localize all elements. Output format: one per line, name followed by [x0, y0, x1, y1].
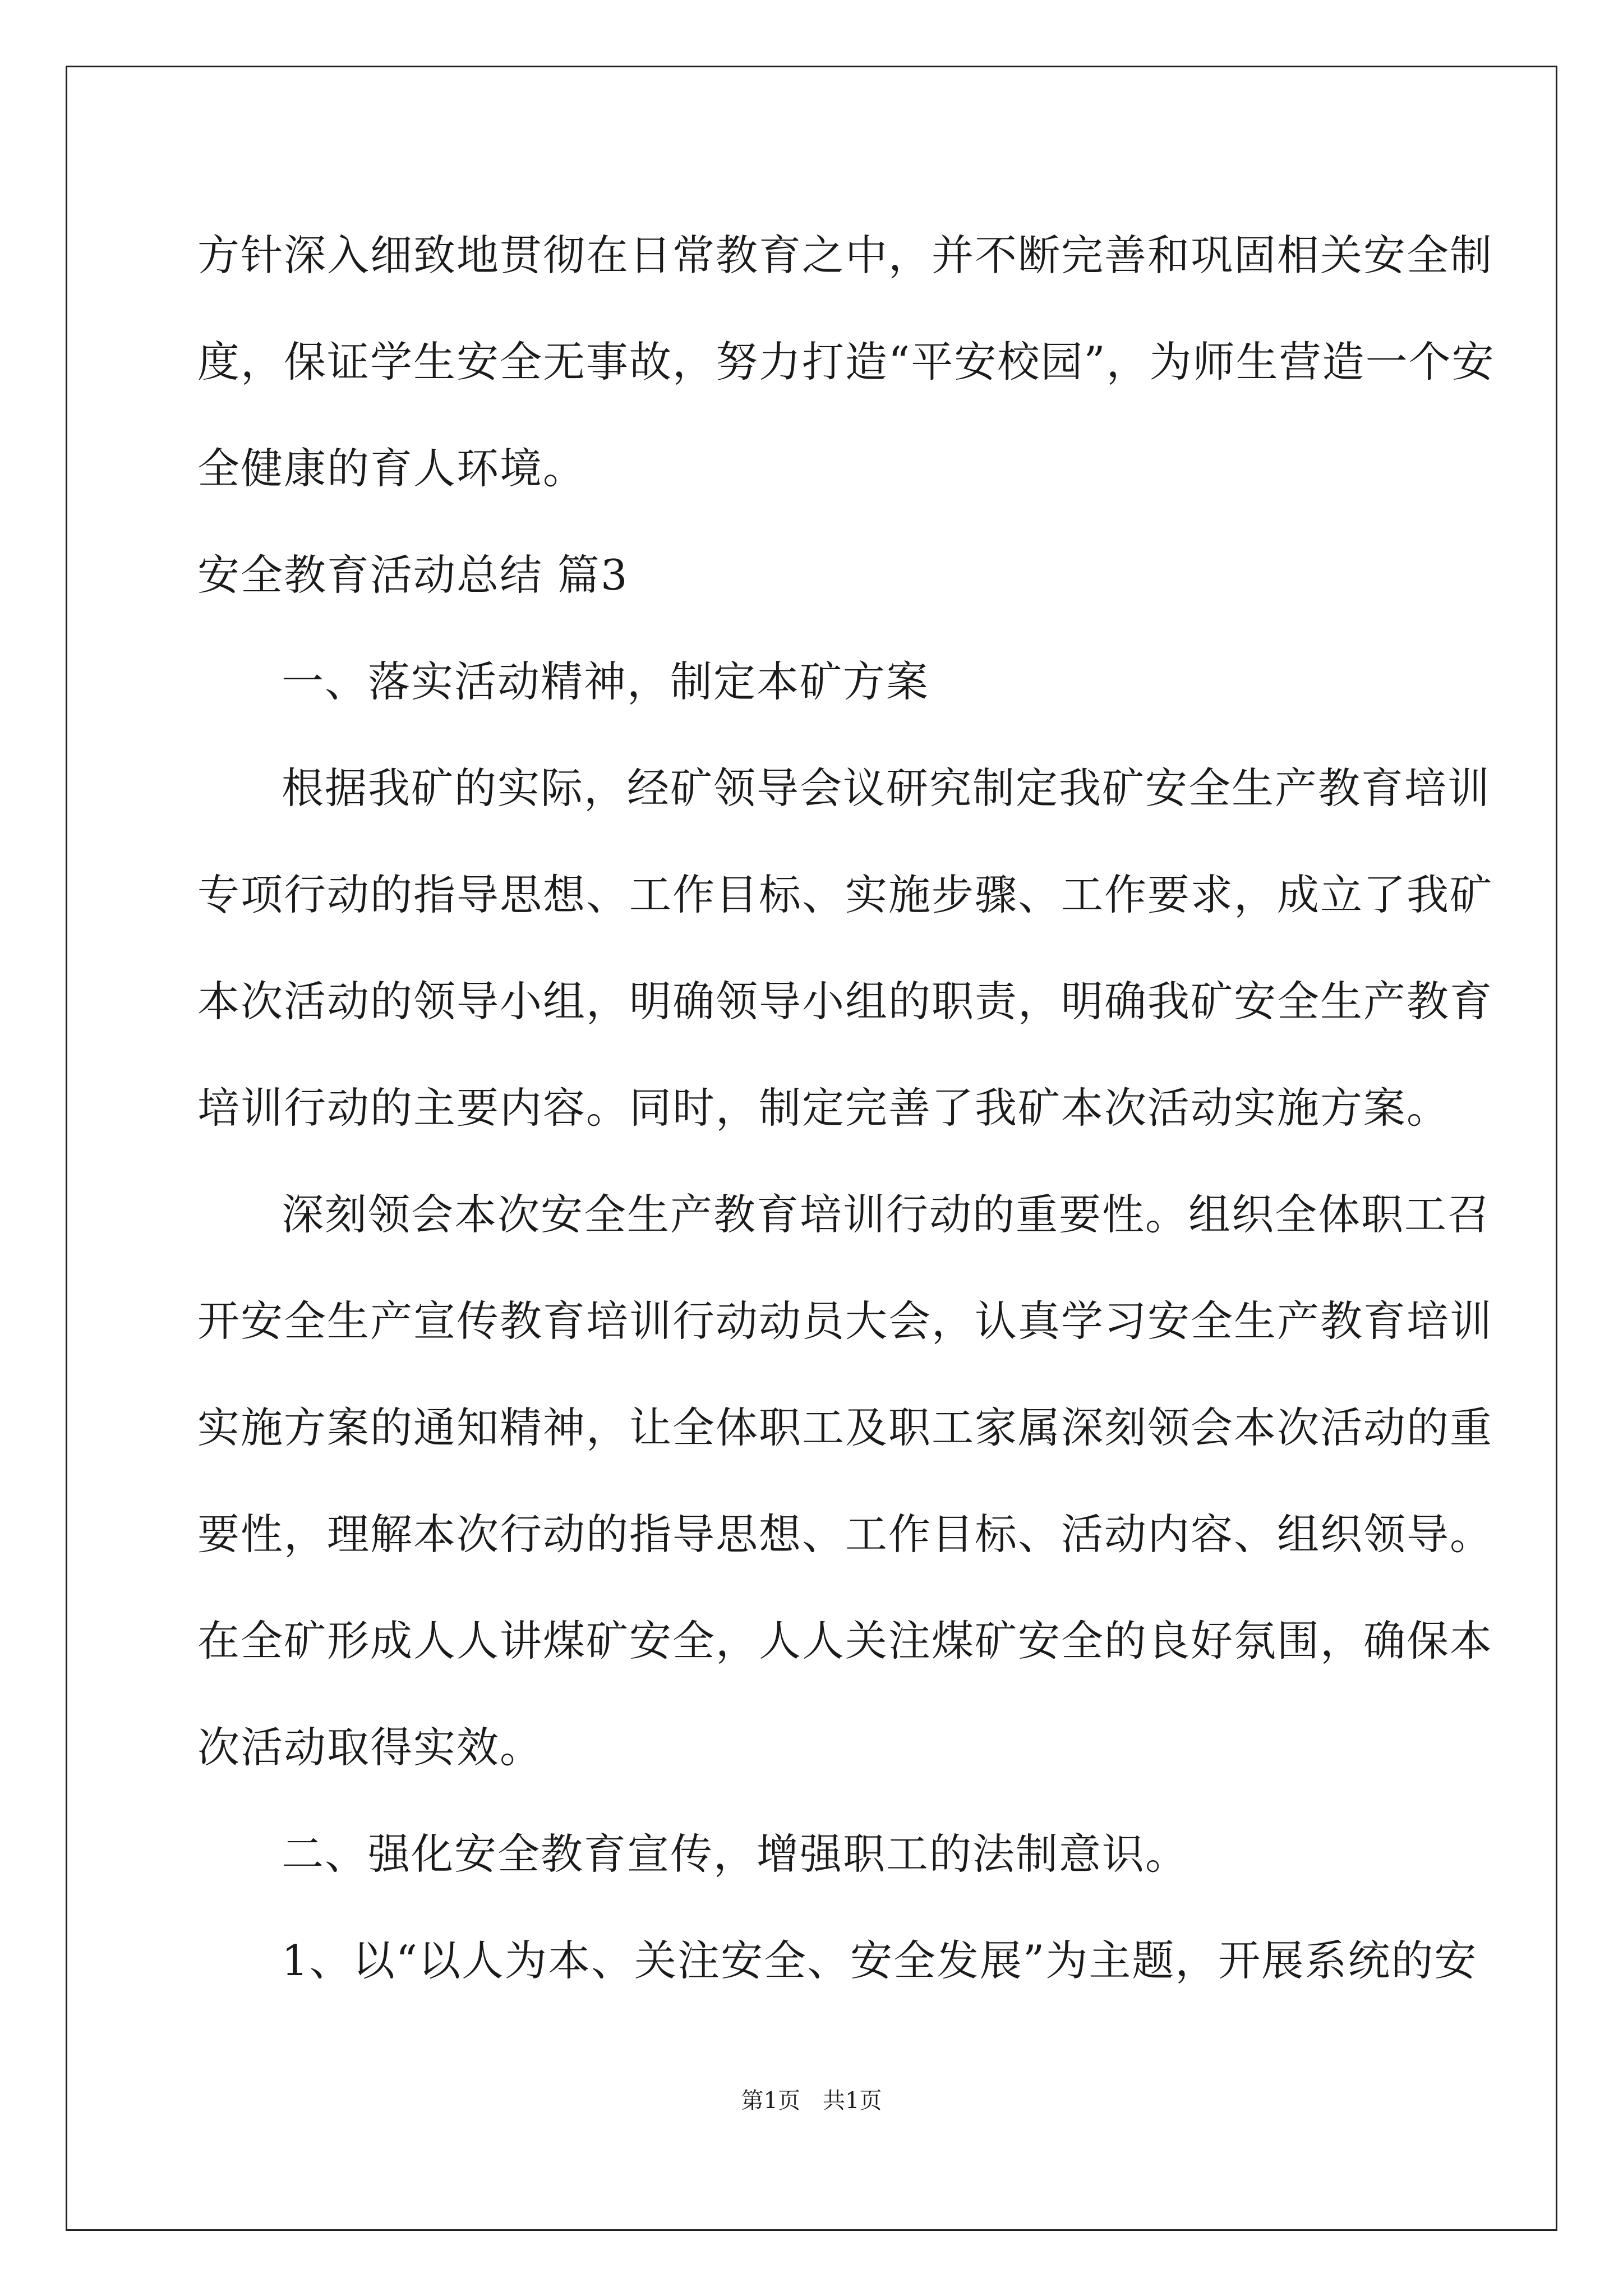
text-line: 在全矿形成人人讲煤矿安全，人人关注煤矿安全的良好氛围，确保本: [197, 1616, 1493, 1665]
text-line: 本次活动的领导小组，明确领导小组的职责，明确我矿安全生产教育: [197, 977, 1493, 1026]
text-line: 要性，理解本次行动的指导思想、工作目标、活动内容、组织领导。: [197, 1510, 1493, 1559]
document-body: [197, 202, 1495, 2014]
text-line: 专项行动的指导思想、工作目标、实施步骤、工作要求，成立了我矿: [197, 870, 1493, 919]
text-line: 根据我矿的实际，经矿领导会议研究制定我矿安全生产教育培训: [282, 763, 1491, 813]
section-heading: 安全教育活动总结 篇3: [197, 550, 629, 600]
text-line: 全健康的育人环境。: [197, 444, 587, 493]
text-line: 次活动取得实效。: [197, 1723, 543, 1772]
subheading-2: 二、强化安全教育宣传，增强职工的法制意识。: [282, 1829, 1189, 1879]
text-line: 实施方案的通知精神，让全体职工及职工家属深刻领会本次活动的重: [197, 1403, 1493, 1452]
text-line: 培训行动的主要内容。同时，制定完善了我矿本次活动实施方案。: [197, 1083, 1450, 1133]
text-line: 深刻领会本次安全生产教育培训行动的重要性。组织全体职工召: [282, 1190, 1491, 1239]
text-line: 开安全生产宣传教育培训行动动员大会，认真学习安全生产教育培训: [197, 1296, 1493, 1346]
subheading-1: 一、落实活动精神，制定本矿方案: [282, 657, 930, 706]
text-line: 1、以“以人为本、关注安全、安全发展”为主题，开展系统的安: [282, 1936, 1478, 1985]
page-number: 第1页 共1页: [741, 2088, 882, 2114]
text-line: 度，保证学生安全无事故，努力打造“平安校园”，为师生营造一个安: [197, 337, 1495, 386]
text-line: 方针深入细致地贯彻在日常教育之中，并不断完善和巩固相关安全制: [197, 231, 1493, 280]
